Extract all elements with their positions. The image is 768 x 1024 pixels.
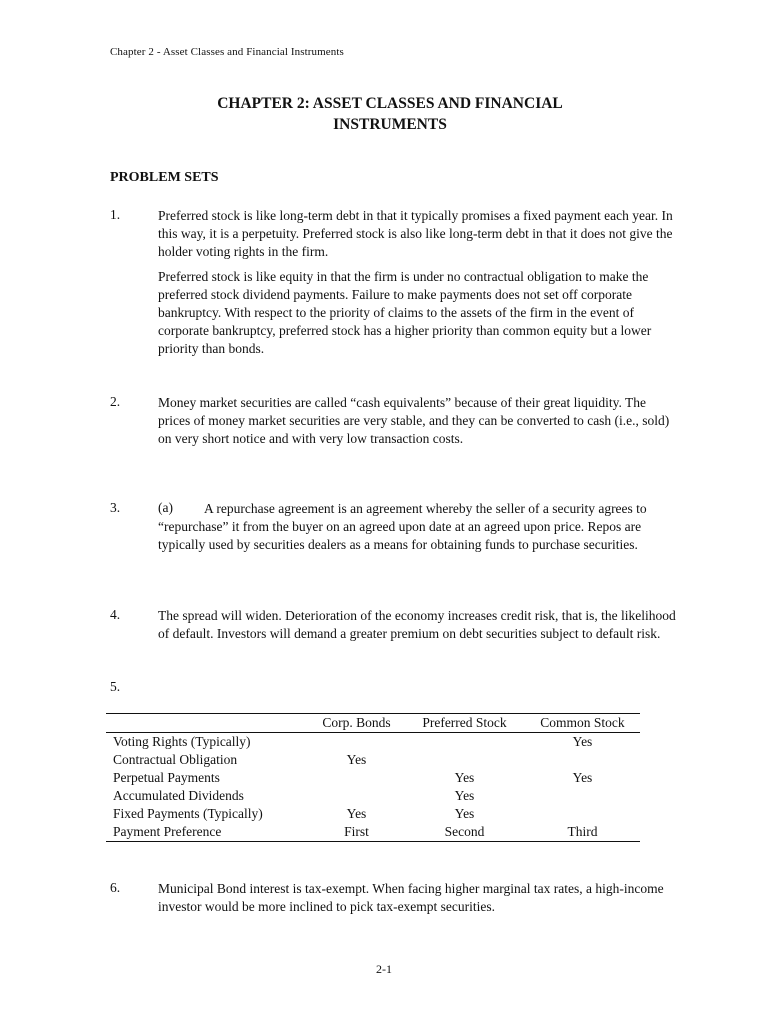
problem-2-number: 2. <box>110 394 121 409</box>
section-heading: PROBLEM SETS <box>110 170 219 185</box>
table-cell-label: Fixed Payments (Typically) <box>113 806 263 821</box>
problem-3-number: 3. <box>110 500 121 515</box>
problem-1-paragraph-2: Preferred stock is like equity in that the firm is under no contractual obligation to make the preferred stock dividend payments. Failure to make payments does not set off corporate bankruptcy. With respect to the priority of claims to the assets of the firm in the event of corporate bankruptcy, preferred stock has a higher priority than common equity but a lower priority than bonds. <box>158 269 652 356</box>
problem-5-number: 5. <box>110 679 121 694</box>
problem-1-paragraph-1: Preferred stock is like long-term debt in that it typically promises a fixed payment each year. In this way, it is a perpetuity. Preferred stock is also like long-term debt in that it does not give the holder voting rights in the firm. <box>158 208 673 259</box>
table-cell: Yes <box>454 806 475 821</box>
chapter-title <box>130 93 650 135</box>
chapter-title-line-1: CHAPTER 2: ASSET CLASSES AND FINANCIAL <box>217 95 563 112</box>
running-header: Chapter 2 - Asset Classes and Financial Instruments <box>110 46 344 58</box>
table-row <box>106 823 640 842</box>
problem-6-paragraph: Municipal Bond interest is tax-exempt. When facing higher marginal tax rates, a high-income investor would be more inclined to pick tax-exempt securities. <box>158 881 664 914</box>
comparison-table-wrapper <box>106 713 640 842</box>
table-cell-label: Payment Preference <box>113 824 222 839</box>
table-cell: Yes <box>572 770 593 785</box>
table-cell <box>309 787 404 805</box>
table-cell <box>404 751 525 769</box>
table-header-preferred-stock: Preferred Stock <box>422 715 507 730</box>
table-cell: Yes <box>454 788 475 803</box>
table-cell: Yes <box>346 752 367 767</box>
table-header-row <box>106 714 640 733</box>
problem-3-sub-label: (a) <box>158 500 173 515</box>
table-cell-label: Voting Rights (Typically) <box>113 734 251 749</box>
problem-3-paragraph: A repurchase agreement is an agreement whereby the seller of a security agrees to “repurchase” it from the buyer on an agreed upon date at an agreed upon price. Repos are typically used by securities dealers as a means for obtaining funds to purchase securities. <box>158 501 647 552</box>
table-row <box>106 805 640 823</box>
table-header-cell <box>106 714 309 733</box>
table-cell <box>525 787 640 805</box>
table-cell <box>525 805 640 823</box>
problem-2-paragraph: Money market securities are called “cash equivalents” because of their great liquidity. The prices of money market securities are very stable, and they can be converted to cash (i.e., sold) on very short notice and with very low transaction costs. <box>158 395 670 446</box>
table-header-common-stock: Common Stock <box>540 715 625 730</box>
table-cell <box>309 733 404 752</box>
problem-4-paragraph: The spread will widen. Deterioration of the economy increases credit risk, that is, the likelihood of default. Investors will demand a greater premium on debt securities subject to default risk. <box>158 608 676 641</box>
table-cell: Yes <box>572 734 593 749</box>
table-row <box>106 733 640 752</box>
comparison-table <box>106 713 640 842</box>
problem-6-number: 6. <box>110 880 121 895</box>
table-cell <box>309 769 404 787</box>
table-cell: Second <box>444 824 485 839</box>
problem-4-number: 4. <box>110 607 121 622</box>
table-header-corp-bonds: Corp. Bonds <box>322 715 391 730</box>
table-cell: Yes <box>346 806 367 821</box>
chapter-title-line-2: INSTRUMENTS <box>333 116 447 133</box>
table-cell-label: Perpetual Payments <box>113 770 220 785</box>
table-cell <box>525 751 640 769</box>
table-cell-label: Contractual Obligation <box>113 752 238 767</box>
table-row <box>106 751 640 769</box>
table-cell-label: Accumulated Dividends <box>113 788 244 803</box>
table-cell: Yes <box>454 770 475 785</box>
page-number: 2-1 <box>376 962 392 976</box>
table-cell: First <box>344 824 369 839</box>
table-row <box>106 769 640 787</box>
problem-1-number: 1. <box>110 207 121 222</box>
table-row <box>106 787 640 805</box>
table-cell <box>404 733 525 752</box>
table-cell: Third <box>567 824 598 839</box>
